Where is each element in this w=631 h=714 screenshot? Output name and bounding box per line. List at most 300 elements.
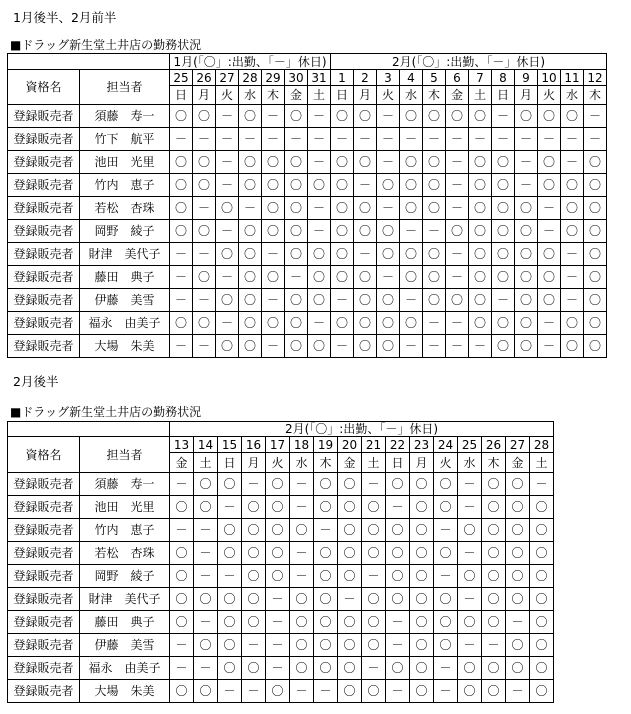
day-number: 3 [377, 70, 400, 86]
staff-row [8, 105, 607, 128]
month-header: 1月(「〇」:出勤、「－」休日) [170, 54, 331, 70]
attendance-mark: － [193, 197, 216, 220]
attendance-mark: － [170, 473, 194, 496]
attendance-mark: 〇 [482, 611, 506, 634]
attendance-mark: 〇 [423, 151, 446, 174]
attendance-mark: － [170, 266, 193, 289]
attendance-mark: 〇 [285, 243, 308, 266]
weekday: 土 [469, 86, 492, 105]
attendance-mark: 〇 [194, 496, 218, 519]
staff-row [8, 611, 554, 634]
attendance-mark: － [423, 335, 446, 358]
attendance-mark: 〇 [492, 151, 515, 174]
day-number: 29 [262, 70, 285, 86]
attendance-mark: 〇 [538, 266, 561, 289]
attendance-mark: 〇 [216, 289, 239, 312]
attendance-mark: 〇 [170, 197, 193, 220]
attendance-mark: 〇 [584, 220, 607, 243]
attendance-mark: － [492, 105, 515, 128]
attendance-mark: － [193, 128, 216, 151]
attendance-mark: 〇 [239, 266, 262, 289]
attendance-mark: 〇 [386, 565, 410, 588]
attendance-mark: － [515, 128, 538, 151]
attendance-mark: 〇 [338, 519, 362, 542]
attendance-mark: 〇 [530, 611, 554, 634]
attendance-mark: 〇 [194, 680, 218, 703]
attendance-mark: 〇 [469, 220, 492, 243]
attendance-mark: － [242, 634, 266, 657]
attendance-mark: 〇 [262, 174, 285, 197]
attendance-mark: 〇 [338, 634, 362, 657]
staff-name-cell: 福永 由美子 [80, 657, 170, 680]
attendance-mark: 〇 [262, 151, 285, 174]
attendance-mark: － [290, 473, 314, 496]
qualification-cell: 登録販売者 [8, 496, 80, 519]
attendance-mark: 〇 [170, 588, 194, 611]
day-number: 17 [266, 437, 290, 453]
weekday: 木 [262, 86, 285, 105]
attendance-mark: 〇 [314, 657, 338, 680]
attendance-mark: － [530, 473, 554, 496]
day-number: 28 [239, 70, 262, 86]
attendance-mark: 〇 [290, 634, 314, 657]
attendance-mark: － [561, 151, 584, 174]
day-number: 16 [242, 437, 266, 453]
day-number: 28 [530, 437, 554, 453]
staff-row [8, 289, 607, 312]
attendance-mark: 〇 [239, 220, 262, 243]
attendance-mark: 〇 [377, 220, 400, 243]
attendance-mark: 〇 [338, 496, 362, 519]
staff-row [8, 174, 607, 197]
attendance-mark: 〇 [561, 220, 584, 243]
weekday: 木 [423, 86, 446, 105]
attendance-mark: 〇 [410, 611, 434, 634]
qualification-cell: 登録販売者 [8, 289, 80, 312]
attendance-mark: 〇 [446, 289, 469, 312]
day-number-row [8, 437, 554, 453]
attendance-mark: 〇 [262, 220, 285, 243]
staff-name-cell: 岡野 綾子 [80, 220, 170, 243]
attendance-mark: － [242, 473, 266, 496]
attendance-mark: － [262, 335, 285, 358]
attendance-mark: 〇 [193, 151, 216, 174]
attendance-mark: 〇 [530, 634, 554, 657]
qualification-cell: 登録販売者 [8, 588, 80, 611]
attendance-mark: 〇 [314, 634, 338, 657]
attendance-mark: 〇 [386, 519, 410, 542]
attendance-mark: － [515, 151, 538, 174]
attendance-mark: 〇 [285, 174, 308, 197]
attendance-mark: 〇 [584, 312, 607, 335]
day-number: 2 [354, 70, 377, 86]
attendance-mark: － [193, 289, 216, 312]
day-number: 25 [458, 437, 482, 453]
attendance-mark: 〇 [362, 588, 386, 611]
qualification-header: 資格名 [8, 70, 80, 105]
attendance-mark: 〇 [492, 243, 515, 266]
day-number-row [8, 70, 607, 86]
attendance-mark: － [216, 105, 239, 128]
attendance-mark: － [194, 565, 218, 588]
qualification-cell: 登録販売者 [8, 542, 80, 565]
attendance-mark: 〇 [377, 243, 400, 266]
attendance-mark: － [266, 634, 290, 657]
attendance-mark: 〇 [354, 220, 377, 243]
staff-name-cell: 須藤 寿一 [80, 105, 170, 128]
attendance-mark: 〇 [266, 496, 290, 519]
attendance-mark: 〇 [469, 174, 492, 197]
day-number: 30 [285, 70, 308, 86]
day-number: 23 [410, 437, 434, 453]
month-header-row [8, 422, 554, 437]
attendance-mark: 〇 [561, 105, 584, 128]
attendance-mark: 〇 [266, 473, 290, 496]
attendance-mark: － [170, 519, 194, 542]
attendance-mark: 〇 [285, 289, 308, 312]
section-1-heading: 1月後半、2月前半 [13, 10, 117, 25]
attendance-mark: 〇 [506, 565, 530, 588]
attendance-mark: － [386, 496, 410, 519]
qualification-cell: 登録販売者 [8, 473, 80, 496]
attendance-mark: － [314, 680, 338, 703]
attendance-mark: 〇 [338, 611, 362, 634]
attendance-mark: － [242, 680, 266, 703]
attendance-mark: 〇 [482, 496, 506, 519]
qualification-cell: 登録販売者 [8, 220, 80, 243]
staff-row [8, 680, 554, 703]
attendance-mark: 〇 [434, 542, 458, 565]
attendance-mark: － [446, 174, 469, 197]
staff-name-cell: 福永 由美子 [80, 312, 170, 335]
attendance-mark: － [362, 657, 386, 680]
attendance-mark: 〇 [314, 565, 338, 588]
attendance-mark: 〇 [354, 335, 377, 358]
attendance-mark: 〇 [584, 174, 607, 197]
attendance-mark: － [170, 335, 193, 358]
attendance-mark: 〇 [239, 105, 262, 128]
attendance-mark: 〇 [410, 473, 434, 496]
attendance-mark: 〇 [216, 335, 239, 358]
attendance-mark: 〇 [218, 657, 242, 680]
attendance-mark: 〇 [266, 519, 290, 542]
attendance-mark: 〇 [239, 335, 262, 358]
month-header: 2月(「〇」:出勤、「－」休日) [331, 54, 607, 70]
staff-row [8, 151, 607, 174]
qualification-cell: 登録販売者 [8, 634, 80, 657]
weekday: 木 [314, 453, 338, 473]
staff-name-cell: 大場 朱美 [80, 680, 170, 703]
weekday: 木 [482, 453, 506, 473]
attendance-mark: － [266, 611, 290, 634]
attendance-mark: － [515, 174, 538, 197]
attendance-mark: 〇 [469, 243, 492, 266]
staff-row [8, 657, 554, 680]
attendance-mark: － [218, 496, 242, 519]
attendance-mark: 〇 [362, 496, 386, 519]
attendance-mark: 〇 [242, 611, 266, 634]
attendance-mark: － [239, 197, 262, 220]
weekday: 月 [354, 86, 377, 105]
attendance-mark: 〇 [362, 519, 386, 542]
attendance-mark: － [216, 151, 239, 174]
attendance-mark: － [362, 473, 386, 496]
attendance-mark: － [446, 243, 469, 266]
attendance-mark: － [482, 634, 506, 657]
attendance-mark: － [308, 197, 331, 220]
attendance-mark: 〇 [506, 496, 530, 519]
attendance-mark: 〇 [239, 174, 262, 197]
attendance-mark: 〇 [584, 243, 607, 266]
attendance-mark: － [469, 128, 492, 151]
attendance-mark: 〇 [584, 151, 607, 174]
attendance-mark: － [538, 197, 561, 220]
attendance-mark: 〇 [530, 657, 554, 680]
attendance-mark: 〇 [218, 542, 242, 565]
attendance-mark: － [216, 220, 239, 243]
attendance-mark: 〇 [584, 335, 607, 358]
day-number: 31 [308, 70, 331, 86]
attendance-mark: 〇 [400, 197, 423, 220]
attendance-mark: 〇 [338, 473, 362, 496]
attendance-mark: 〇 [584, 197, 607, 220]
qualification-cell: 登録販売者 [8, 174, 80, 197]
attendance-mark: 〇 [314, 473, 338, 496]
attendance-mark: － [584, 105, 607, 128]
attendance-mark: 〇 [506, 588, 530, 611]
attendance-mark: 〇 [242, 657, 266, 680]
attendance-mark: － [216, 174, 239, 197]
staff-row [8, 243, 607, 266]
staff-header: 担当者 [80, 70, 170, 105]
attendance-mark: － [262, 243, 285, 266]
staff-row [8, 312, 607, 335]
qualification-cell: 登録販売者 [8, 519, 80, 542]
attendance-mark: 〇 [506, 542, 530, 565]
attendance-mark: － [446, 151, 469, 174]
attendance-mark: － [331, 128, 354, 151]
attendance-mark: 〇 [584, 266, 607, 289]
attendance-mark: － [377, 266, 400, 289]
weekday: 土 [530, 453, 554, 473]
attendance-mark: － [458, 473, 482, 496]
attendance-mark: 〇 [492, 197, 515, 220]
staff-row [8, 220, 607, 243]
attendance-mark: － [354, 174, 377, 197]
attendance-mark: 〇 [194, 473, 218, 496]
attendance-mark: 〇 [482, 565, 506, 588]
weekday: 月 [193, 86, 216, 105]
attendance-mark: 〇 [239, 289, 262, 312]
attendance-mark: 〇 [410, 657, 434, 680]
attendance-mark: 〇 [492, 220, 515, 243]
attendance-mark: － [354, 128, 377, 151]
attendance-mark: － [538, 220, 561, 243]
attendance-mark: 〇 [400, 151, 423, 174]
attendance-mark: － [423, 220, 446, 243]
attendance-mark: 〇 [482, 588, 506, 611]
attendance-mark: 〇 [561, 335, 584, 358]
day-number: 9 [515, 70, 538, 86]
header-blank-cell [8, 422, 170, 437]
staff-name-cell: 財津 美代子 [80, 243, 170, 266]
attendance-mark: － [561, 243, 584, 266]
qualification-cell: 登録販売者 [8, 105, 80, 128]
attendance-mark: 〇 [242, 542, 266, 565]
attendance-mark: 〇 [538, 289, 561, 312]
schedule-table-2 [7, 421, 554, 703]
staff-name-cell: 若松 杏珠 [80, 197, 170, 220]
attendance-mark: － [538, 312, 561, 335]
attendance-mark: 〇 [530, 496, 554, 519]
attendance-mark: 〇 [314, 542, 338, 565]
attendance-mark: 〇 [239, 312, 262, 335]
section-2-heading: 2月後半 [13, 374, 59, 389]
attendance-mark: 〇 [170, 611, 194, 634]
attendance-mark: 〇 [377, 312, 400, 335]
day-number: 12 [584, 70, 607, 86]
attendance-mark: 〇 [308, 243, 331, 266]
weekday: 水 [561, 86, 584, 105]
attendance-mark: － [400, 335, 423, 358]
attendance-mark: － [469, 335, 492, 358]
attendance-mark: 〇 [492, 266, 515, 289]
attendance-mark: 〇 [193, 174, 216, 197]
attendance-mark: － [170, 657, 194, 680]
attendance-mark: 〇 [446, 220, 469, 243]
staff-row [8, 588, 554, 611]
attendance-mark: － [331, 335, 354, 358]
attendance-mark: 〇 [515, 197, 538, 220]
staff-row [8, 634, 554, 657]
section-1-caption: ■ドラッグ新生堂土井店の勤務状況 [10, 38, 202, 52]
attendance-mark: － [458, 542, 482, 565]
weekday: 火 [377, 86, 400, 105]
day-number: 7 [469, 70, 492, 86]
staff-name-cell: 岡野 綾子 [80, 565, 170, 588]
attendance-mark: 〇 [218, 519, 242, 542]
attendance-mark: 〇 [331, 220, 354, 243]
staff-name-cell: 池田 光里 [80, 496, 170, 519]
day-number: 10 [538, 70, 561, 86]
attendance-mark: － [561, 289, 584, 312]
staff-name-cell: 竹下 航平 [80, 128, 170, 151]
attendance-mark: 〇 [492, 312, 515, 335]
attendance-mark: 〇 [354, 105, 377, 128]
attendance-mark: 〇 [290, 611, 314, 634]
attendance-mark: 〇 [170, 496, 194, 519]
attendance-mark: 〇 [242, 588, 266, 611]
attendance-mark: 〇 [410, 496, 434, 519]
weekday: 日 [331, 86, 354, 105]
qualification-cell: 登録販売者 [8, 266, 80, 289]
day-number: 13 [170, 437, 194, 453]
attendance-mark: － [314, 519, 338, 542]
attendance-mark: － [239, 128, 262, 151]
attendance-mark: 〇 [266, 680, 290, 703]
attendance-mark: － [170, 634, 194, 657]
staff-row [8, 335, 607, 358]
qualification-cell: 登録販売者 [8, 680, 80, 703]
weekday: 火 [434, 453, 458, 473]
attendance-mark: － [377, 151, 400, 174]
attendance-mark: 〇 [331, 197, 354, 220]
section-2-caption: ■ドラッグ新生堂土井店の勤務状況 [10, 405, 202, 419]
attendance-mark: 〇 [314, 588, 338, 611]
staff-row [8, 565, 554, 588]
attendance-mark: 〇 [423, 105, 446, 128]
day-number: 6 [446, 70, 469, 86]
attendance-mark: － [290, 496, 314, 519]
staff-name-cell: 伊藤 美雪 [80, 634, 170, 657]
attendance-mark: 〇 [458, 611, 482, 634]
staff-name-cell: 竹内 恵子 [80, 519, 170, 542]
attendance-mark: － [362, 565, 386, 588]
attendance-mark: 〇 [515, 105, 538, 128]
attendance-mark: 〇 [400, 266, 423, 289]
attendance-mark: 〇 [434, 473, 458, 496]
attendance-mark: 〇 [308, 289, 331, 312]
weekday: 日 [170, 86, 193, 105]
attendance-mark: － [170, 243, 193, 266]
attendance-mark: 〇 [354, 312, 377, 335]
attendance-mark: 〇 [242, 496, 266, 519]
attendance-mark: 〇 [400, 174, 423, 197]
staff-row [8, 496, 554, 519]
attendance-mark: 〇 [492, 335, 515, 358]
attendance-mark: － [377, 105, 400, 128]
day-number: 26 [482, 437, 506, 453]
attendance-mark: 〇 [290, 519, 314, 542]
day-number: 15 [218, 437, 242, 453]
weekday: 金 [170, 453, 194, 473]
attendance-mark: 〇 [482, 657, 506, 680]
weekday: 月 [410, 453, 434, 473]
attendance-mark: 〇 [338, 542, 362, 565]
attendance-mark: 〇 [469, 151, 492, 174]
attendance-mark: － [423, 312, 446, 335]
attendance-mark: 〇 [285, 220, 308, 243]
attendance-mark: － [386, 680, 410, 703]
attendance-mark: 〇 [354, 289, 377, 312]
attendance-mark: 〇 [458, 680, 482, 703]
attendance-mark: － [218, 680, 242, 703]
attendance-mark: － [561, 266, 584, 289]
attendance-mark: 〇 [170, 565, 194, 588]
attendance-mark: 〇 [285, 312, 308, 335]
attendance-mark: － [170, 128, 193, 151]
attendance-mark: 〇 [354, 197, 377, 220]
day-number: 26 [193, 70, 216, 86]
attendance-mark: － [308, 312, 331, 335]
day-number: 1 [331, 70, 354, 86]
attendance-mark: 〇 [410, 519, 434, 542]
attendance-mark: 〇 [538, 105, 561, 128]
attendance-mark: － [285, 128, 308, 151]
attendance-mark: 〇 [308, 174, 331, 197]
attendance-mark: 〇 [194, 634, 218, 657]
qualification-cell: 登録販売者 [8, 335, 80, 358]
attendance-mark: 〇 [515, 289, 538, 312]
attendance-mark: － [386, 611, 410, 634]
attendance-mark: － [434, 565, 458, 588]
staff-row [8, 266, 607, 289]
attendance-mark: － [538, 128, 561, 151]
weekday: 火 [538, 86, 561, 105]
day-number: 14 [194, 437, 218, 453]
attendance-mark: 〇 [362, 542, 386, 565]
attendance-mark: 〇 [242, 519, 266, 542]
